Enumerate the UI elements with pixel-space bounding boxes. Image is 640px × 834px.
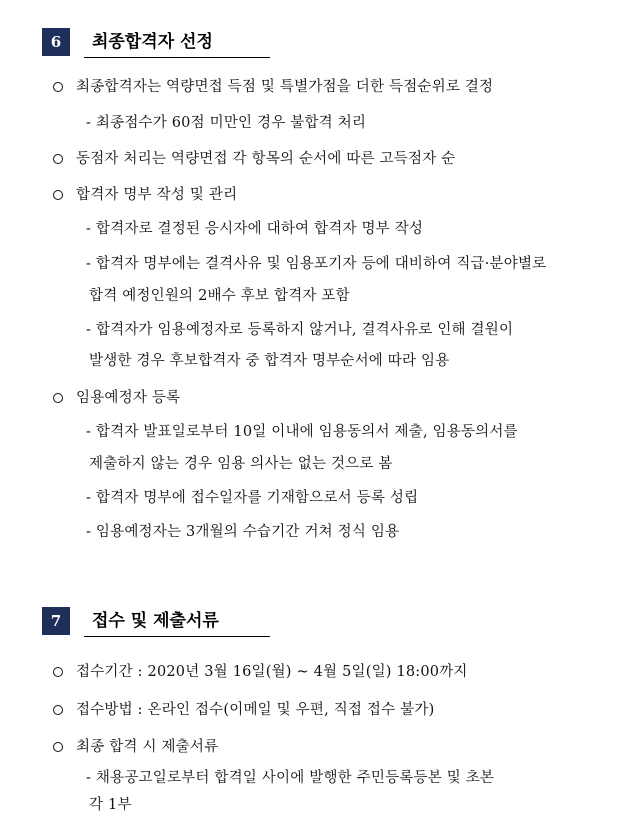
bullet-icon	[53, 667, 63, 677]
list-item: 최종 합격 시 제출서류	[76, 739, 219, 755]
list-item: 최종합격자는 역량면접 득점 및 특별가점을 더한 득점순위로 결정	[76, 79, 494, 95]
list-item: 임용예정자 등록	[76, 390, 181, 406]
section-7-number: 7	[42, 607, 70, 635]
list-item: 동점자 처리는 역량면접 각 항목의 순서에 따른 고득점자 순	[76, 151, 456, 167]
section-6-title: 최종합격자 선정	[92, 32, 213, 52]
list-item: 합격자 명부 작성 및 관리	[76, 187, 238, 203]
sub-item-continuation: 합격 예정인원의 2배수 후보 합격자 포함	[89, 288, 350, 304]
bullet-icon	[53, 393, 63, 403]
sub-item: - 최종점수가 60점 미만인 경우 불합격 처리	[86, 115, 367, 131]
section-6-header	[42, 28, 282, 58]
section-6-underline	[84, 57, 270, 58]
sub-item: - 합격자 명부에는 결격사유 및 임용포기자 등에 대비하여 직급·분야별로	[86, 256, 547, 272]
section-7-title: 접수 및 제출서류	[92, 611, 219, 631]
section-7-underline	[84, 636, 270, 637]
sub-item-continuation: 발생한 경우 후보합격자 중 합격자 명부순서에 따라 임용	[89, 353, 450, 369]
sub-item: - 채용공고일로부터 합격일 사이에 발행한 주민등록등본 및 초본	[86, 770, 495, 786]
section-7-header	[42, 607, 282, 637]
sub-item-continuation: 제출하지 않는 경우 임용 의사는 없는 것으로 봄	[89, 456, 393, 472]
sub-item: - 합격자가 임용예정자로 등록하지 않거나, 결격사유로 인해 결원이	[86, 322, 514, 338]
list-item: 접수방법 : 온라인 접수(이메일 및 우편, 직접 접수 불가)	[76, 702, 435, 718]
sub-item: - 합격자 명부에 접수일자를 기재함으로서 등록 성립	[86, 490, 419, 506]
sub-item: - 합격자 발표일로부터 10일 이내에 임용동의서 제출, 임용동의서를	[86, 424, 518, 440]
sub-item-continuation: 각 1부	[89, 797, 132, 813]
bullet-icon	[53, 154, 63, 164]
sub-item: - 임용예정자는 3개월의 수습기간 거쳐 정식 임용	[86, 524, 400, 540]
list-item: 접수기간 : 2020년 3월 16일(월) ~ 4월 5일(일) 18:00까지	[76, 664, 468, 680]
sub-item: - 합격자로 결정된 응시자에 대하여 합격자 명부 작성	[86, 221, 424, 237]
bullet-icon	[53, 82, 63, 92]
bullet-icon	[53, 190, 63, 200]
section-6-number: 6	[42, 28, 70, 56]
bullet-icon	[53, 705, 63, 715]
bullet-icon	[53, 742, 63, 752]
